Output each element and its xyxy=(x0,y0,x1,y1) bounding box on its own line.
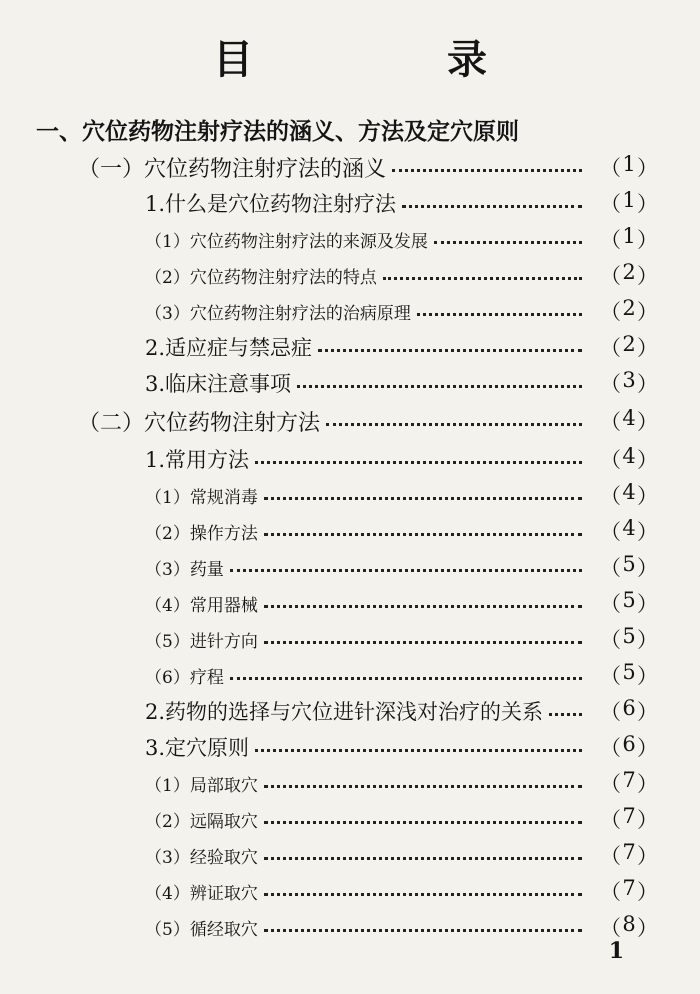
toc-entry-label: （一）穴位药物注射疗法的涵义 xyxy=(78,156,387,182)
toc-entry-label: 3.临床注意事项 xyxy=(145,372,292,396)
paren-close: ） xyxy=(637,736,658,760)
paren-open: （ xyxy=(600,808,621,832)
toc-entry-page xyxy=(600,152,658,182)
toc-entry-label: （3）药量 xyxy=(145,559,224,580)
toc-entry-label: （3）穴位药物注射疗法的治病原理 xyxy=(145,303,411,324)
page-number: 1 xyxy=(608,938,624,964)
toc-entry-page xyxy=(600,588,658,618)
toc-entry[interactable] xyxy=(0,330,700,364)
page-number-value: 1 xyxy=(622,188,636,212)
toc-entry[interactable] xyxy=(0,622,700,656)
page-number-value: 5 xyxy=(622,624,636,648)
paren-close: ） xyxy=(637,192,658,216)
paren-open: （ xyxy=(600,700,621,724)
toc-entry-label: （二）穴位药物注射方法 xyxy=(78,410,321,436)
toc-entry-label: （4）辨证取穴 xyxy=(145,883,258,904)
paren-close: ） xyxy=(637,336,658,360)
toc-entry[interactable] xyxy=(0,222,700,256)
toc-entry-label: （5）循经取穴 xyxy=(145,919,258,940)
dot-leader xyxy=(230,569,582,572)
toc-entry[interactable] xyxy=(0,550,700,584)
toc-entry[interactable] xyxy=(0,258,700,292)
toc-entry[interactable] xyxy=(0,514,700,548)
page-number-value: 4 xyxy=(622,480,636,504)
page-number-value: 7 xyxy=(622,840,636,864)
paren-close: ） xyxy=(637,410,658,434)
page-number-value: 7 xyxy=(622,768,636,792)
dot-leader xyxy=(264,785,582,788)
dot-leader xyxy=(297,385,582,388)
toc-entry[interactable] xyxy=(0,366,700,400)
toc-entry-page xyxy=(600,480,658,510)
dot-leader xyxy=(318,349,582,352)
page-number-value: 8 xyxy=(622,912,636,936)
paren-open: （ xyxy=(600,372,621,396)
toc-entry-page xyxy=(600,406,658,436)
paren-open: （ xyxy=(600,336,621,360)
dot-leader xyxy=(264,821,582,824)
paren-close: ） xyxy=(637,448,658,472)
toc-entry-label: 2.适应症与禁忌症 xyxy=(145,336,313,360)
page-number-value: 1 xyxy=(622,152,636,176)
dot-leader xyxy=(264,605,582,608)
dot-leader xyxy=(264,929,582,932)
paren-close: ） xyxy=(637,664,658,688)
paren-close: ） xyxy=(637,372,658,396)
toc-entry[interactable] xyxy=(0,874,700,908)
toc-entry-page xyxy=(600,552,658,582)
toc-entry-label: （1）常规消毒 xyxy=(145,487,258,508)
toc-entry-label: 一、穴位药物注射疗法的涵义、方法及定穴原则 xyxy=(36,117,519,145)
toc-entry[interactable] xyxy=(0,478,700,512)
toc-entry-page xyxy=(600,332,658,362)
toc-entry-label: （2）穴位药物注射疗法的特点 xyxy=(145,267,377,288)
dot-leader xyxy=(230,677,582,680)
paren-open: （ xyxy=(600,520,621,544)
toc-entry[interactable] xyxy=(0,186,700,220)
toc-entry-label: 1.常用方法 xyxy=(145,448,250,472)
paren-close: ） xyxy=(637,520,658,544)
toc-entry-label: （2）远隔取穴 xyxy=(145,811,258,832)
toc-entry[interactable] xyxy=(0,766,700,800)
page-number-value: 7 xyxy=(622,876,636,900)
toc-entry[interactable] xyxy=(0,442,700,476)
dot-leader xyxy=(383,277,582,280)
page-number-value: 6 xyxy=(622,696,636,720)
toc-entry[interactable] xyxy=(0,658,700,692)
paren-open: （ xyxy=(600,556,621,580)
paren-close: ） xyxy=(637,880,658,904)
toc-entry-label: （1）穴位药物注射疗法的来源及发展 xyxy=(145,231,428,252)
dot-leader xyxy=(326,423,582,426)
page-number-value: 2 xyxy=(622,332,636,356)
page-number-value: 2 xyxy=(622,260,636,284)
toc-entry[interactable] xyxy=(0,802,700,836)
toc-entry-label: 2.药物的选择与穴位进针深浅对治疗的关系 xyxy=(145,700,544,724)
toc-entry-label: （4）常用器械 xyxy=(145,595,258,616)
paren-close: ） xyxy=(637,556,658,580)
dot-leader xyxy=(549,713,582,716)
toc-entry[interactable] xyxy=(0,150,700,184)
toc-entry-page xyxy=(600,188,658,218)
paren-open: （ xyxy=(600,592,621,616)
paren-open: （ xyxy=(600,628,621,652)
toc-entry-page xyxy=(600,368,658,398)
dot-leader xyxy=(402,205,582,208)
toc-entry-label: （3）经验取穴 xyxy=(145,847,258,868)
toc-entry-page xyxy=(600,732,658,762)
toc-entry-label: （5）进针方向 xyxy=(145,631,258,652)
paren-open: （ xyxy=(600,192,621,216)
paren-open: （ xyxy=(600,156,621,180)
paren-open: （ xyxy=(600,410,621,434)
paren-close: ） xyxy=(637,228,658,252)
paren-open: （ xyxy=(600,772,621,796)
toc-entry[interactable] xyxy=(0,112,700,146)
dot-leader xyxy=(434,241,582,244)
paren-open: （ xyxy=(600,300,621,324)
dot-leader xyxy=(392,169,582,172)
page-number-value: 7 xyxy=(622,804,636,828)
dot-leader xyxy=(255,461,582,464)
page-number-value: 6 xyxy=(622,732,636,756)
dot-leader xyxy=(264,533,582,536)
toc-entry-page xyxy=(600,840,658,870)
toc-entry-label: 3.定穴原则 xyxy=(145,736,250,760)
paren-close: ） xyxy=(637,592,658,616)
paren-open: （ xyxy=(600,664,621,688)
toc-entry-page xyxy=(600,260,658,290)
toc-entry-page xyxy=(600,768,658,798)
dot-leader xyxy=(264,497,582,500)
toc-entry-page xyxy=(600,444,658,474)
paren-open: （ xyxy=(600,264,621,288)
toc-entry-label: （2）操作方法 xyxy=(145,523,258,544)
toc-entry-page xyxy=(600,876,658,906)
paren-close: ） xyxy=(637,916,658,940)
toc-entry-label: （1）局部取穴 xyxy=(145,775,258,796)
toc-entry[interactable] xyxy=(0,838,700,872)
dot-leader xyxy=(417,313,582,316)
toc-entry-page xyxy=(600,296,658,326)
toc-entry-page xyxy=(600,224,658,254)
paren-close: ） xyxy=(637,700,658,724)
paren-close: ） xyxy=(637,300,658,324)
page-number-value: 5 xyxy=(622,552,636,576)
toc-entry[interactable] xyxy=(0,404,700,438)
paren-open: （ xyxy=(600,228,621,252)
page-title: 目 录 xyxy=(213,36,577,83)
page-number-value: 4 xyxy=(622,444,636,468)
page-number-value: 2 xyxy=(622,296,636,320)
paren-close: ） xyxy=(637,628,658,652)
paren-close: ） xyxy=(637,844,658,868)
paren-open: （ xyxy=(600,916,621,940)
paren-open: （ xyxy=(600,880,621,904)
toc-entry[interactable] xyxy=(0,294,700,328)
paren-open: （ xyxy=(600,844,621,868)
toc-entry-page xyxy=(600,696,658,726)
toc-entry-label: （6）疗程 xyxy=(145,667,224,688)
page-number-value: 1 xyxy=(622,224,636,248)
toc-entry[interactable] xyxy=(0,586,700,620)
paren-close: ） xyxy=(637,808,658,832)
paren-open: （ xyxy=(600,448,621,472)
dot-leader xyxy=(264,893,582,896)
paren-open: （ xyxy=(600,736,621,760)
paren-close: ） xyxy=(637,772,658,796)
toc-entry-page xyxy=(600,804,658,834)
toc-entry-page xyxy=(600,624,658,654)
page-number-value: 5 xyxy=(622,588,636,612)
page-number-value: 3 xyxy=(622,368,636,392)
page-number-value: 5 xyxy=(622,660,636,684)
paren-close: ） xyxy=(637,264,658,288)
dot-leader xyxy=(264,857,582,860)
toc-entry[interactable] xyxy=(0,910,700,944)
page-number-value: 4 xyxy=(622,516,636,540)
paren-close: ） xyxy=(637,484,658,508)
toc-entry-page xyxy=(600,516,658,546)
paren-open: （ xyxy=(600,484,621,508)
dot-leader xyxy=(255,749,582,752)
toc-entry-page xyxy=(600,660,658,690)
dot-leader xyxy=(264,641,582,644)
page-number-value: 4 xyxy=(622,406,636,430)
toc-entry[interactable] xyxy=(0,730,700,764)
toc-entry[interactable] xyxy=(0,694,700,728)
toc-entry-label: 1.什么是穴位药物注射疗法 xyxy=(145,192,397,216)
paren-close: ） xyxy=(637,156,658,180)
